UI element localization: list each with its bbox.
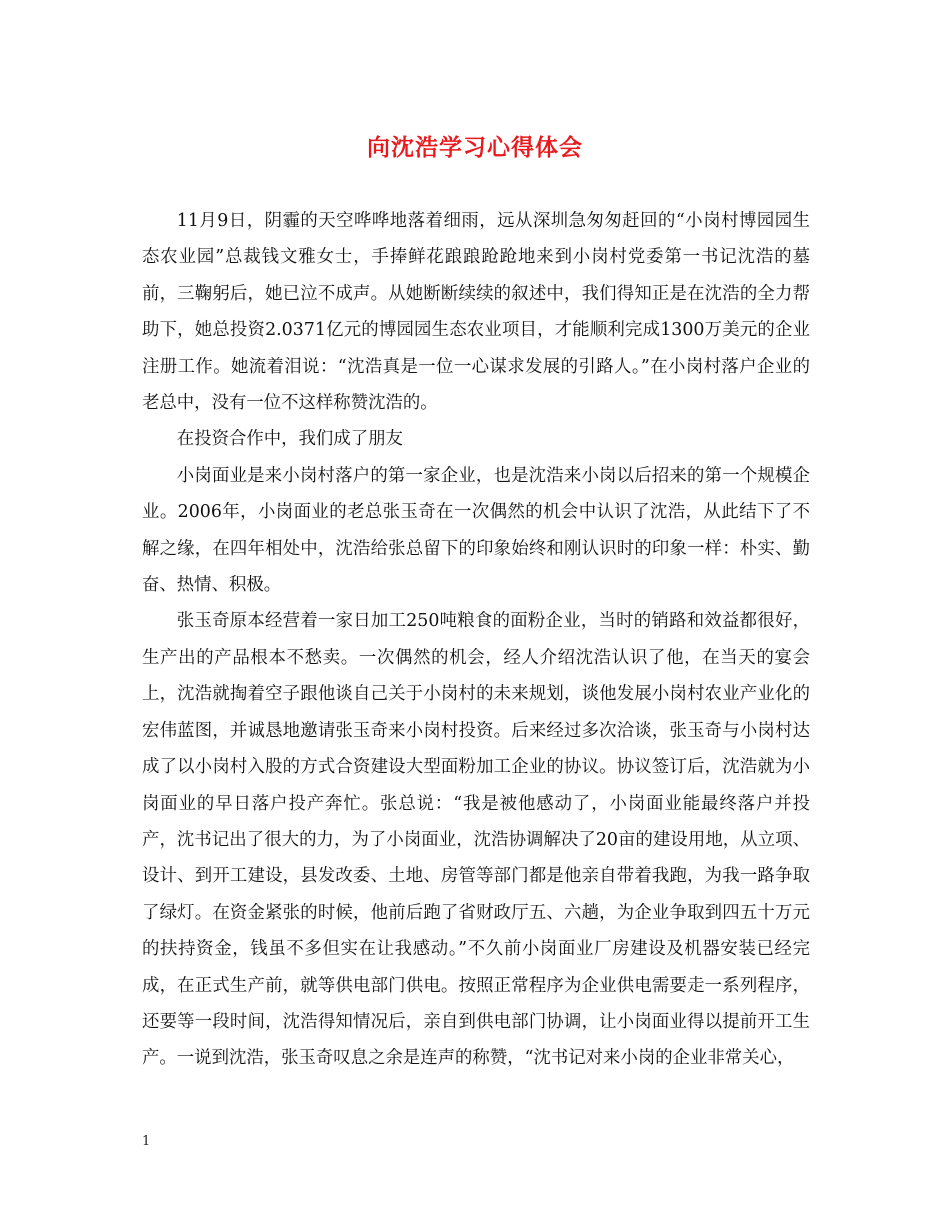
paragraph-intro: 11月9日，阴霾的天空哗哗地落着细雨，远从深圳急匆匆赶回的“小岗村博园园生态农业园”总裁钱文雅女士，手捧鲜花踉踉跄跄地来到小岗村党委第一书记沈浩的墓前，三鞠躬后，她已泣不成声。从她断断续续的叙述中，我们得知正是在沈浩的全力帮助下，她总投资2.0371亿元的博园园生态农业项目，才能顺利完成1300万美元的企业注册工作。她流着泪说：“沈浩真是一位一心谋求发展的引路人。”在小岗村落户企业的老总中，没有一位不这样称赞沈浩的。: [142, 211, 810, 414]
paragraph-xiaogang-mianye: 小岗面业是来小岗村落户的第一家企业，也是沈浩来小岗以后招来的第一个规模企业。2006年，小岗面业的老总张玉奇在一次偶然的机会中认识了沈浩，从此结下了不解之缘，在四年相处中，沈浩给张总留下的印象始终和刚认识时的印象一样：朴实、勤奋、热情、积极。: [142, 465, 810, 596]
page-number: 1: [142, 1134, 151, 1149]
document-title: 向沈浩学习心得体会: [367, 134, 583, 161]
paragraph-subheading: 在投资合作中，我们成了朋友: [176, 429, 403, 450]
paragraph-zhang-yuqi: 张玉奇原本经营着一家日加工250吨粮食的面粉企业，当时的销路和效益都很好，生产出的产品根本不愁卖。一次偶然的机会，经人介绍沈浩认识了他，在当天的宴会上，沈浩就掏着空子跟他谈自己关于小岗村的未来规划，谈他发展小岗村农业产业化的宏伟蓝图，并诚恳地邀请张玉奇来小岗村投资。后来经过多次洽谈，张玉奇与小岗村达成了以小岗村入股的方式合资建设大型面粉加工企业的协议。协议签订后，沈浩就为小岗面业的早日落户投产奔忙。张总说：“我是被他感动了，小岗面业能最终落户并投产，沈书记出了很大的力，为了小岗面业，沈浩协调解决了20亩的建设用地，从立项、设计、到开工建设，县发改委、土地、房管等部门都是他亲自带着我跑，为我一路争取了绿灯。在资金紧张的时候，他前后跑了省财政厅五、六趟，为企业争取到四五十万元的扶持资金，钱虽不多但实在让我感动。”不久前小岗面业厂房建设及机器安装已经完成，在正式生产前，就等供电部门供电。按照正常程序为企业供电需要走一系列程序，还要等一段时间，沈浩得知情况后，亲自到供电部门协调，让小岗面业得以提前开工生产。一说到沈浩，张玉奇叹息之余是连声的称赞，“沈书记对来小岗的企业非常关心，: [142, 611, 810, 1069]
document-body: [142, 203, 810, 1077]
